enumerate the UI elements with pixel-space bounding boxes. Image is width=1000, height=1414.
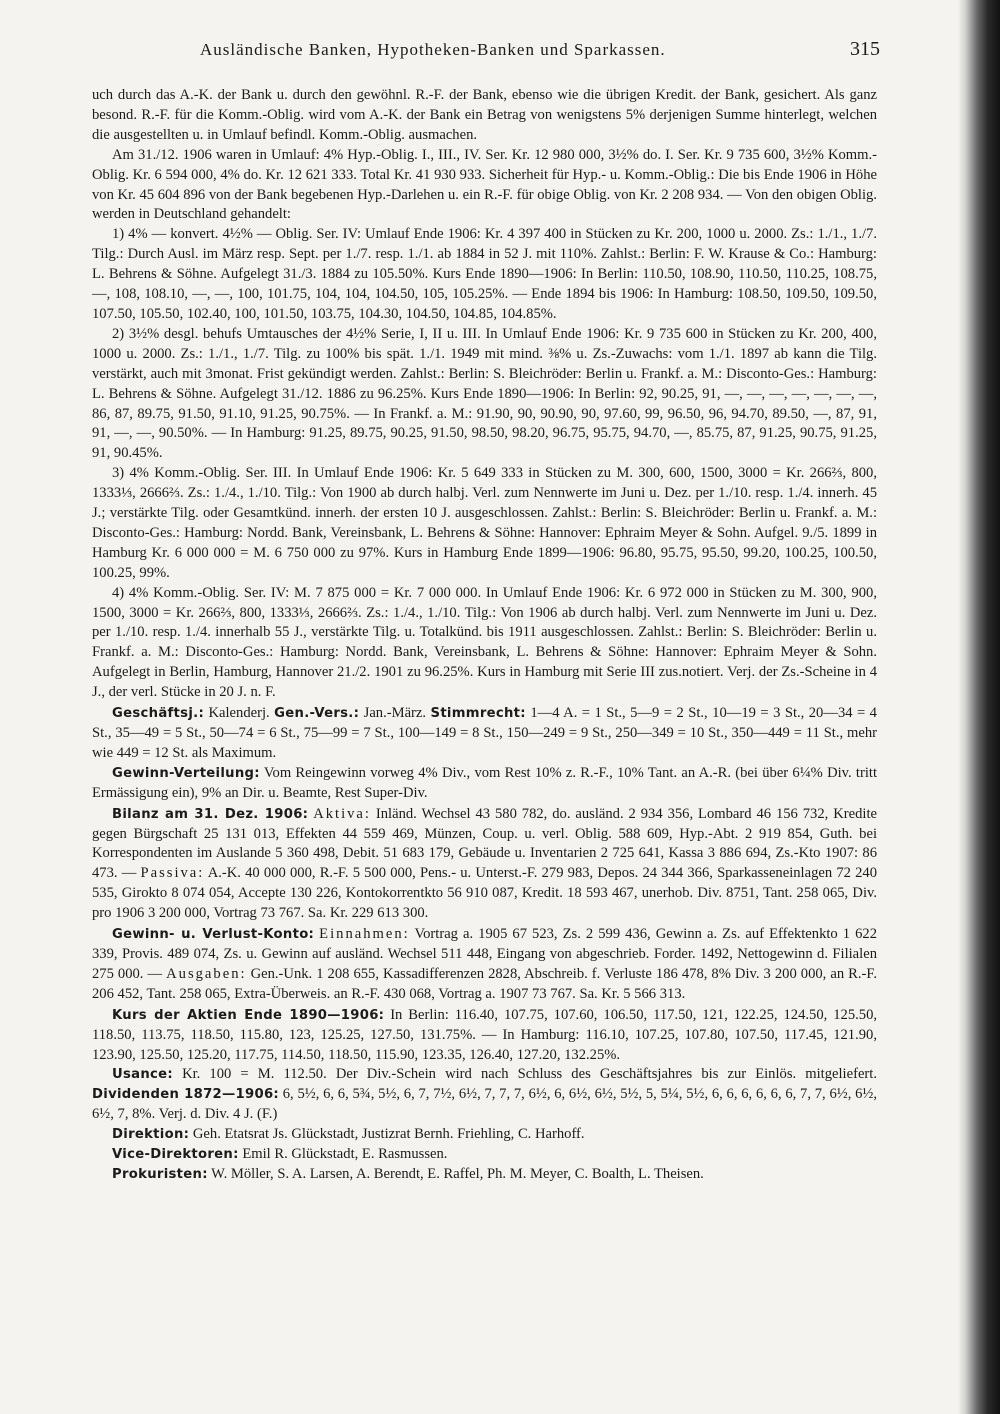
page-header: [80, 38, 880, 64]
label-usance: Usance:: [112, 1067, 173, 1083]
running-title: Ausländische Banken, Hypotheken-Banken und Sparkassen.: [200, 40, 666, 59]
label-gewinn-verteilung: Gewinn-Verteilung:: [112, 765, 260, 781]
paragraph-gewinn-verteilung: [92, 764, 877, 804]
paragraph-bond-series-3: 3) 4% Komm.-Oblig. Ser. III. In Umlauf Ende 1906: Kr. 5 649 333 in Stücken zu M. 300, 600, 1500, 3000 = Kr. 266⅔, 800, 1333⅓, 2666⅔. Zs.: 1./4., 1./10. Tilg.: Von 1900 ab durch halbj. Verl. zum Nennwerte im Juni u. Dez. per 1./10. resp. 1./4. innerh. 45 J.; verstärkte Tilg. oder Gesamtkünd. innerh. der ersten 10 J. ausgeschlossen. Zahlst.: Berlin: S. Bleichröder: Berlin u. Frankf. a. M.: Disconto-Ges.: Hamburg: Nordd. Bank, Vereinsbank, L. Behrens & Söhne: Hannover: Ephraim Meyer & Sohn. Aufgel. 9./5. 1899 in Hamburg Kr. 6 000 000 = M. 6 750 000 zu 97%. Kurs in Hamburg Ende 1899—1906: 96.80, 95.75, 95.50, 99.20, 100.25, 100.50, 100.25, 99%.: [92, 465, 877, 581]
body-text: [92, 86, 877, 1185]
text-gen-vers: Jan.-März.: [359, 705, 427, 722]
label-dividenden: Dividenden 1872—1906:: [92, 1087, 279, 1103]
text-direktion: Geh. Etatsrat Js. Glückstadt, Justizrat Bernh. Friehling, C. Harhoff.: [189, 1126, 585, 1143]
label-prokuristen: Prokuristen:: [112, 1166, 208, 1182]
paragraph-direktion: [92, 1125, 877, 1145]
text-usance: Kr. 100 = M. 112.50. Der Div.-Schein wird nach Schluss des Geschäftsjahres bis zur Einlös. mitgeliefert.: [172, 1066, 877, 1083]
paragraph-bilanz: [92, 805, 877, 924]
paragraph-komm-oblig-security: uch durch das A.-K. der Bank u. durch den gewöhnl. R.-F. der Bank, ebenso wie die übrigen Kredit. der Bank, gesichert. Als ganz besond. R.-F. für die Komm.-Oblig. wird vom A.-K. der Bank ein Betrag von wenigstens 5% derjenigen Summe hinterlegt, welchen die ausgestellten u. in Umlauf befindl. Komm.-Oblig. ausmachen.: [92, 87, 877, 143]
label-gen-vers: Gen.-Vers.:: [274, 706, 360, 722]
text-vice-direktoren: Emil R. Glückstadt, E. Rasmussen.: [238, 1146, 448, 1163]
paragraph-bond-series-1: 1) 4% — konvert. 4½% — Oblig. Ser. IV: Umlauf Ende 1906: Kr. 4 397 400 in Stücken zu Kr. 200, 1000 u. 2000. Zs.: 1./1., 1./7. Tilg.: Durch Ausl. im März resp. Sept. per 1./7. resp. 1./1. ab 1884 in 52 J. mit 110%. Zahlst.: Berlin: F. W. Krause & Co.: Hamburg: L. Behrens & Söhne. Aufgelegt 31./3. 1884 zu 105.50%. Kurs Ende 1890—1906: In Berlin: 110.50, 108.90, 110.50, 110.25, 108.75, —, 108, 108.10, —, —, 100, 101.75, 104, 104, 104.50, 105, 105.25%. — Ende 1894 bis 1906: In Hamburg: 108.50, 109.50, 109.50, 107.50, 105.50, 102.40, 100, 101.50, 103.75, 104.30, 104.50, 104.85, 104.85%.: [92, 226, 877, 322]
label-vice-direktoren: Vice-Direktoren:: [112, 1147, 239, 1163]
paragraph-usance: [92, 1065, 877, 1125]
label-passiva: Passiva:: [140, 865, 205, 882]
text-kurs-aktien: In Berlin: 116.40, 107.75, 107.60, 106.50, 117.50, 121, 122.25, 124.50, 125.50, 118.50, 113.75, 118.50, 115.80, 123, 125.25, 127.50, 131.75%. — In Hamburg: 116.10, 107.25, 107.80, 107.50, 117.45, 121.90, 123.90, 125.50, 125.20, 117.75, 114.50, 118.50, 115.90, 123.35, 126.40, 127.20, 132.25%.: [92, 1006, 878, 1063]
paragraph-gewinn-verlust: [92, 925, 877, 1005]
label-gewinn-verlust: Gewinn- u. Verlust-Konto:: [112, 927, 315, 943]
paragraph-geschaeftsjahr: [92, 704, 877, 764]
text-dividenden: 6, 5½, 6, 6, 5¾, 5½, 6, 7, 7½, 6½, 7, 7, 7, 6½, 6, 6½, 6½, 5½, 5, 5¼, 5½, 6, 6, 6, 6, 6, 6, 7, 7, 6½, 6½, 6½, 7, 8%. Verj. d. Div. 4 J. (F.): [92, 1086, 877, 1123]
book-binding-edge: [958, 0, 1000, 1414]
paragraph-bond-series-2: 2) 3½% desgl. behufs Umtausches der 4½% Serie, I, II u. III. In Umlauf Ende 1906: Kr. 9 735 600 in Stücken zu Kr. 200, 400, 1000 u. 2000. Zs.: 1./1., 1./7. Tilg. zu 100% bis spät. 1./1. 1949 mit mind. ⅜% u. Zs.-Zuwachs: vom 1./1. 1897 ab kann die Tilg. verstärkt, auch mit 3monat. Frist gekündigt werden. Zahlst.: Berlin: S. Bleichröder: Berlin u. Frankf. a. M.: Disconto-Ges.: Hamburg: L. Behrens & Söhne. Aufgelegt 31./12. 1886 zu 96.25%. Kurs Ende 1890—1906: In Berlin: 92, 90.25, 91, —, —, —, —, —, —, —, 86, 87, 89.75, 91.50, 91.10, 91.25, 90.75%. — In Frankf. a. M.: 91.90, 90, 90.90, 90, 97.60, 99, 96.50, 96, 94.70, 89.50, —, 87, 91, 91, —, —, 90.50%. — In Hamburg: 91.25, 89.75, 90.25, 91.50, 98.50, 98.20, 96.75, 95.75, 94.70, —, 85.75, 87, 91.25, 90.75, 91.25, 91, 90.45%.: [92, 325, 877, 462]
paragraph-bond-series-4: 4) 4% Komm.-Oblig. Ser. IV: M. 7 875 000 = Kr. 7 000 000. In Umlauf Ende 1906: Kr. 6 972 000 in Stücken zu M. 300, 900, 1500, 3000 = Kr. 266⅔, 800, 1333⅓, 2666⅔. Zs.: 1./4., 1./10. Tilg.: Von 1906 ab durch halbj. Verl. zum Nennwerte im Juni u. Dez. per 1./10. resp. 1./4. innerhalb 55 J., verstärkte Tilg. u. Totalkünd. bis 1911 ausgeschlossen. Zahlst.: Berlin: S. Bleichröder: Berlin u. Frankf. a. M.: Disconto-Ges.: Hamburg: Nordd. Bank, Vereinsbank, L. Behrens & Söhne: Hannover: Ephraim Meyer & Sohn. Aufgelegt in Berlin, Hamburg, Hannover 21./2. 1901 zu 96.25%. Kurs in Hamburg mit Serie III zus.notiert. Verj. der Zs.-Scheine in 4 J., der verl. Stücke in 20 J. n. F.: [92, 584, 877, 701]
label-stimmrecht: Stimmrecht:: [430, 706, 526, 722]
text-geschaeftsjahr: Kalenderj.: [204, 705, 270, 722]
label-aktiva: Aktiva:: [313, 805, 371, 822]
label-geschaeftsjahr: Geschäftsj.:: [112, 706, 205, 722]
paragraph-circulation-1906: Am 31./12. 1906 waren in Umlauf: 4% Hyp.-Oblig. I., III., IV. Ser. Kr. 12 980 000, 3½% do. I. Ser. Kr. 9 735 600, 3½% Komm.-Oblig. Kr. 6 594 000, 4% do. Kr. 12 621 333. Total Kr. 41 930 933. Sicherheit für Hyp.- u. Komm.-Oblig.: Die bis Ende 1906 in Höhe von Kr. 45 604 896 von der Bank begebenen Hyp.-Darlehen u. ein R.-F. für obige Oblig. von Kr. 2 208 934. — Von den obigen Oblig. werden in Deutschland gehandelt:: [92, 146, 877, 223]
label-kurs-aktien: Kurs der Aktien Ende 1890—1906:: [112, 1007, 385, 1023]
page-number: 315: [850, 38, 880, 60]
text-ausgaben: Gen.-Unk. 1 208 655, Kassadifferenzen 2828, Abschreib. f. Verluste 186 478, 8% Div. 3 200 000, an R.-F. 206 452, Tant. 258 065, Extra-Überweis. an R.-F. 430 068, Vortrag a. 1907 73 767. Sa. Kr. 5 566 313.: [92, 965, 877, 1002]
label-einnahmen: Einnahmen:: [319, 926, 410, 943]
text-passiva: A.-K. 40 000 000, R.-F. 5 500 000, Pens.- u. Unterst.-F. 279 983, Depos. 24 344 366, Sparkasseneinlagen 72 240 535, Girokto 8 074 054, Accepte 130 226, Kontokorrentkto 56 910 087, Kredit. 18 593 467, unerhob. Div. 8751, Tant. 258 065, Div. pro 1906 3 200 000, Vortrag 73 767. Sa. Kr. 229 613 300.: [92, 865, 877, 922]
text-aktiva: Inländ. Wechsel 43 580 782, do. ausländ. 2 934 356, Lombard 46 156 732, Kredite gegen Bürgschaft 25 131 013, Effekten 44 559 469, Münzen, Coup. u. verl. Oblig. 588 609, Hyp.-Abt. 2 919 854, Guth. bei Korrespondenten im Auslande 5 360 498, Debit. 51 683 179, Gebäude u. Inventarien 2 725 641, Kassa 3 886 694, Zs.-Kto 1907: 86 473. —: [92, 805, 877, 882]
text-gewinn-verteilung: Vom Reingewinn vorweg 4% Div., vom Rest 10% z. R.-F., 10% Tant. an A.-R. (bei über 6¼% Div. tritt Ermässigung ein), 9% an Dir. u. Beamte, Rest Super-Div.: [92, 764, 877, 801]
text-prokuristen: W. Möller, S. A. Larsen, A. Berendt, E. Raffel, Ph. M. Meyer, C. Boalth, L. Theisen.: [207, 1165, 704, 1182]
text-stimmrecht: 1—4 A. = 1 St., 5—9 = 2 St., 10—19 = 3 St., 20—34 = 4 St., 35—49 = 5 St., 50—74 = 6 St., 75—99 = 7 St., 100—149 = 8 St., 150—249 = 9 St., 250—349 = 10 St., 350—449 = 11 St., mehr wie 449 = 12 St. als Maximum.: [92, 705, 877, 761]
paragraph-kurs-aktien: [92, 1006, 877, 1066]
paragraph-prokuristen: [92, 1165, 877, 1185]
label-direktion: Direktion:: [112, 1127, 190, 1143]
label-ausgaben: Ausgaben:: [166, 965, 247, 982]
text-einnahmen: Vortrag a. 1905 67 523, Zs. 2 599 436, Gewinn a. Zs. auf Effektenkto 1 622 339, Provis. 489 074, Zs. u. Gewinn auf ausländ. Wechsel 511 448, Eingang von abgeschrieb. Forder. 1492, Nettogewinn d. Filialen 275 000. —: [92, 926, 877, 982]
label-bilanz: Bilanz am 31. Dez. 1906:: [112, 806, 309, 822]
paragraph-vice-direktoren: [92, 1145, 877, 1165]
